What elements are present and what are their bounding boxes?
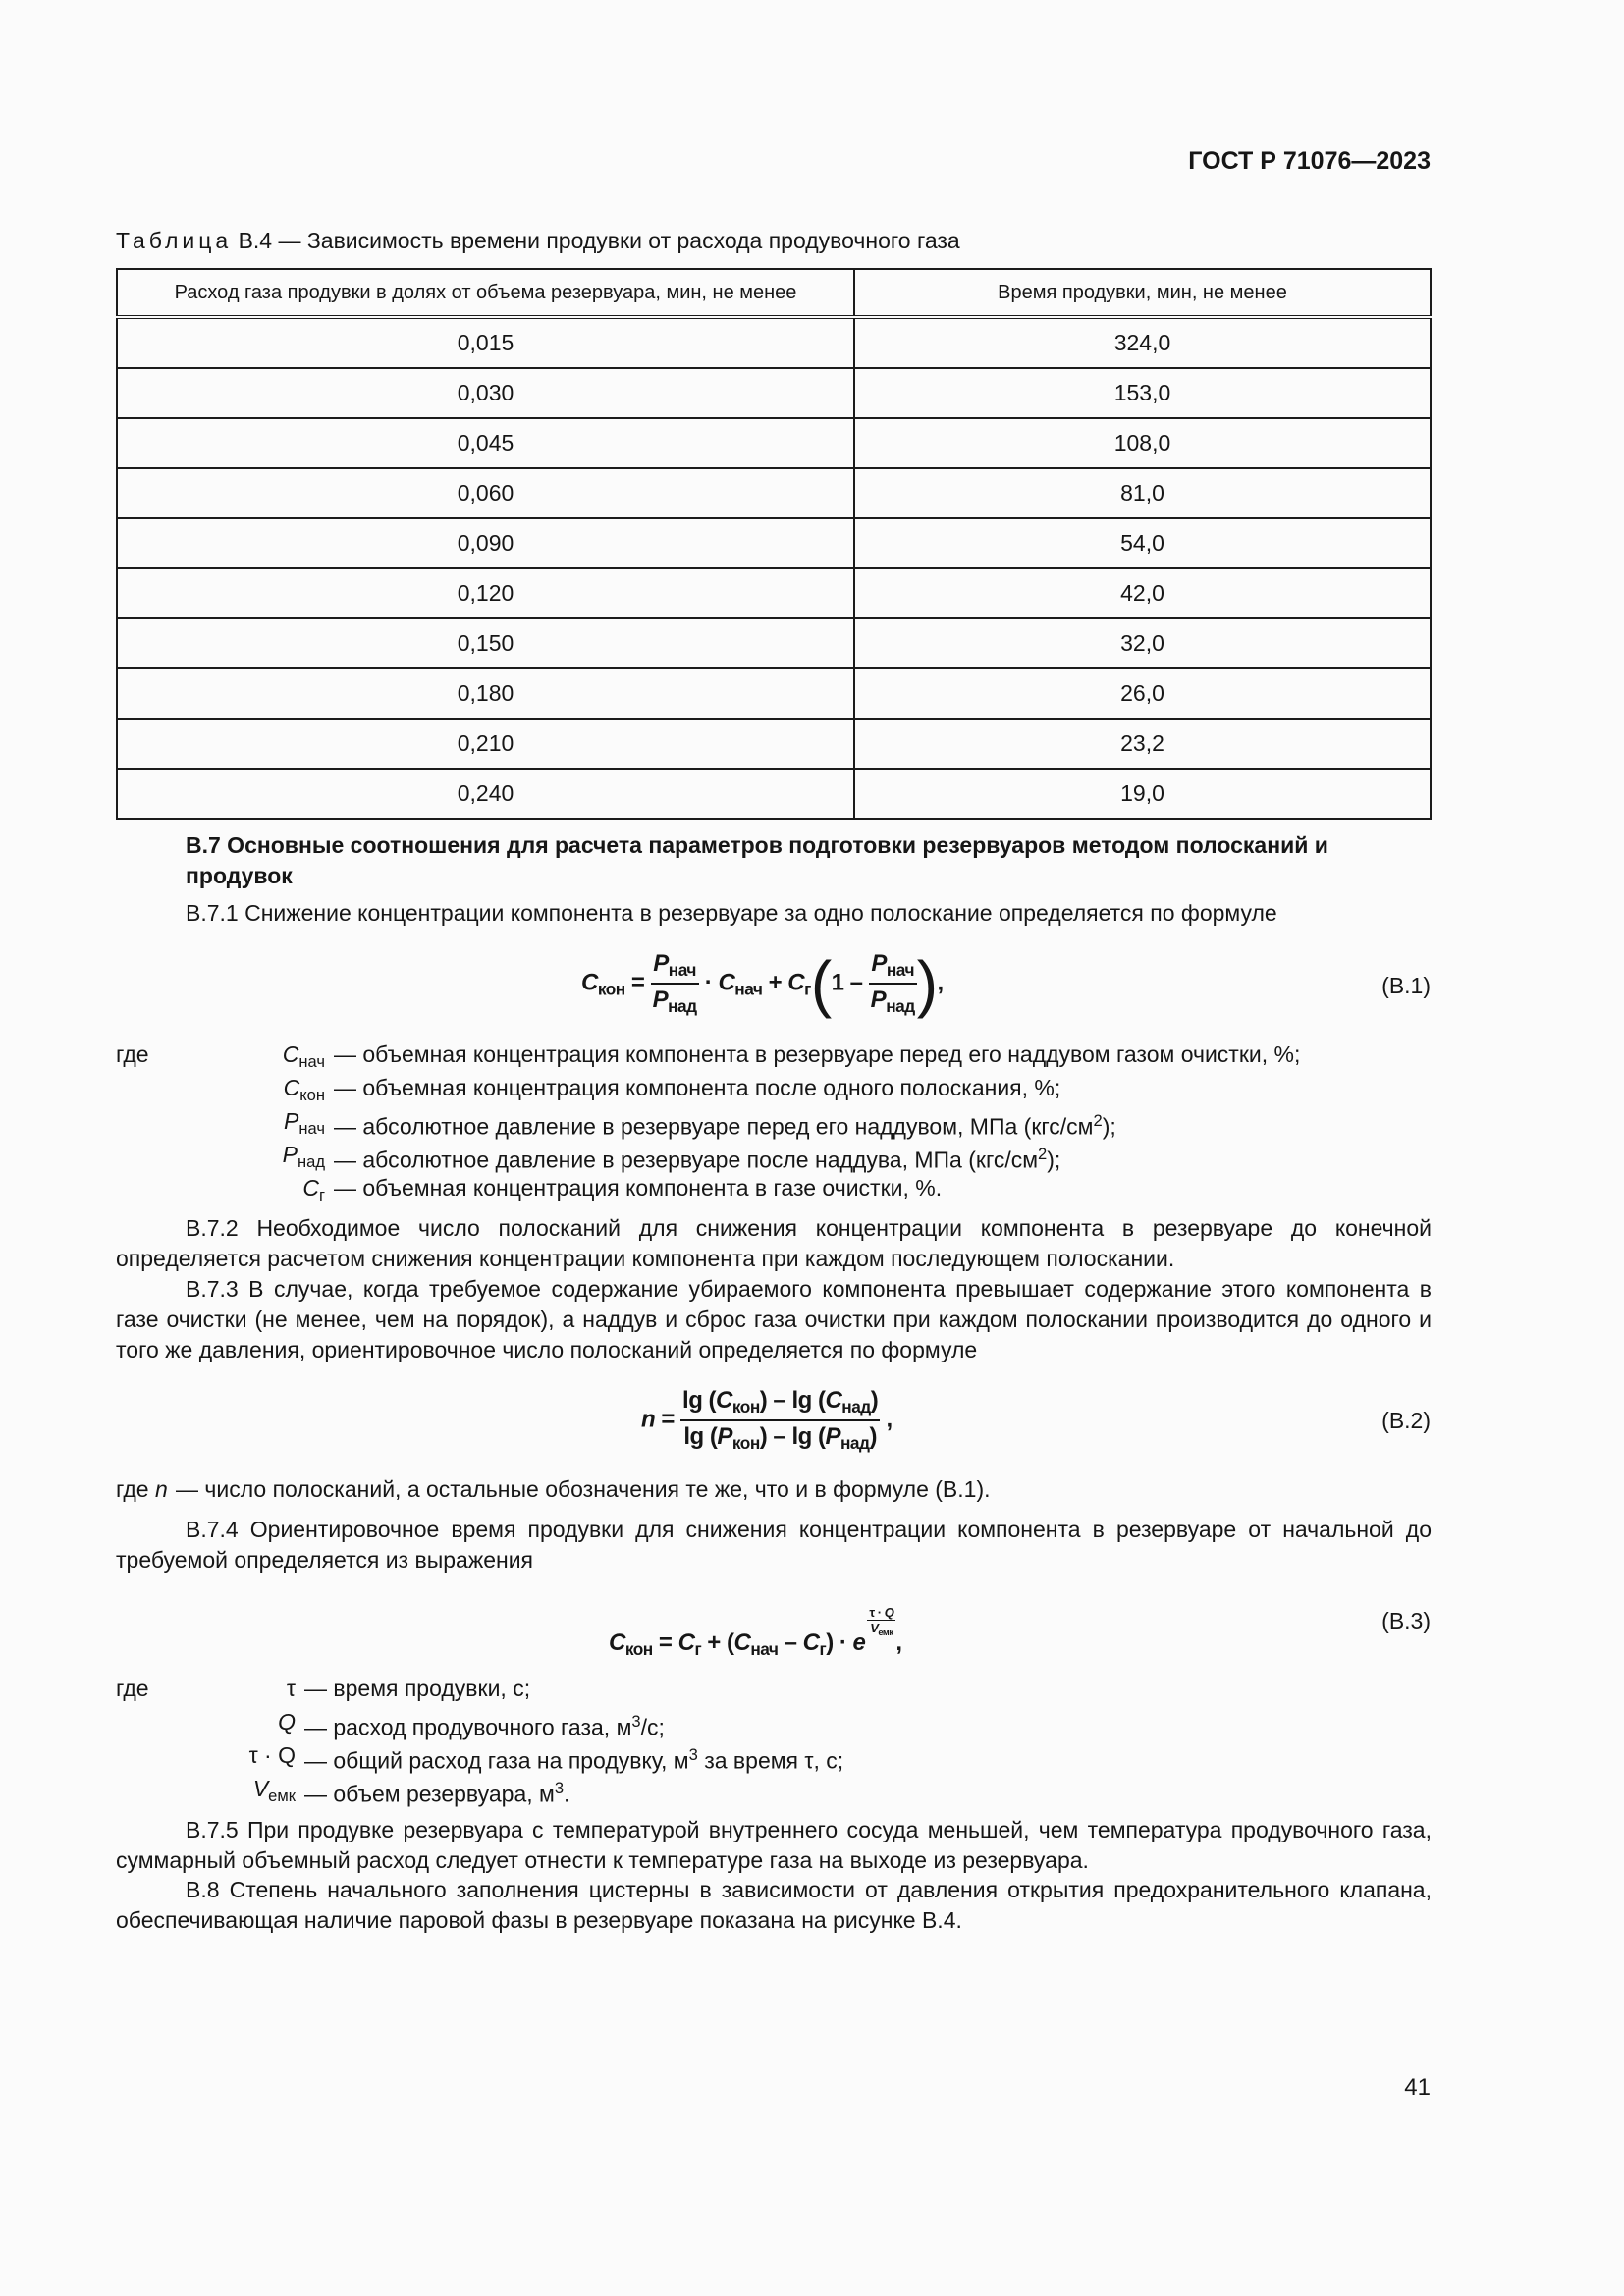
table-cell: 0,060: [117, 468, 854, 518]
table-cell: 26,0: [854, 668, 1431, 719]
paragraph-b73: В.7.3 В случае, когда требуемое содержание убираемого компонента превышает содержание этого компонента в газе очистки (не менее, чем на порядок), а наддув и сброс газа очистки при каждом полоскании производится до одного и того же давления, ориентировочное число полосканий определяется по формуле: [116, 1276, 1432, 1362]
paragraph-b8: В.8 Степень начального заполнения цистерны в зависимости от давления открытия предохранительного клапана, обеспечивающая наличие паровой фазы в резервуаре показана на рисунке В.4.: [116, 1877, 1432, 1933]
equation-number-b1: (В.1): [1381, 973, 1431, 998]
table-caption-label: Таблица: [116, 228, 233, 253]
table-cell: 0,180: [117, 668, 854, 719]
definition-row: [116, 1104, 1432, 1138]
definition-text: — число полосканий, а остальные обозначения те же, что и в формуле (В.1).: [176, 1476, 991, 1502]
definition-symbol: τ · Q: [248, 1742, 296, 1768]
table-row: [117, 518, 1431, 568]
definition-symbol: $C_{нач}$: [282, 1041, 325, 1071]
section-title-b7: В.7 Основные соотношения для расчета параметров подготовки резервуаров методом полосканий и продувок: [186, 832, 1328, 888]
paragraph-b75: В.7.5 При продувке резервуара с температурой внутреннего сосуда меньшей, чем температура продувочного газа, суммарный объемный расход следует отнести к температуре газа на выходе из резервуара.: [116, 1817, 1432, 1873]
definition-row: [116, 1672, 1432, 1705]
definition-symbol: τ: [286, 1676, 296, 1701]
equation-number-b2: (В.2): [1381, 1408, 1431, 1433]
definition-row: [116, 1038, 1432, 1071]
definition-text: — объем резервуара, $м^3$.: [304, 1779, 570, 1807]
definition-symbol: $C_{кон}$: [283, 1075, 325, 1104]
column-header-flow: Расход газа продувки в долях от объема резервуара, мин, не менее: [117, 269, 854, 317]
table-cell: 32,0: [854, 618, 1431, 668]
table-cell: 0,120: [117, 568, 854, 618]
formula-b1: $C_{кон}$ = $\frac{P_{нач}}{P_{над}}$ · $C_{нач} + C_г(1$ – $\frac{P_{нач}}{P_{над}}$ ),: [581, 948, 944, 1020]
table-cell: 108,0: [854, 418, 1431, 468]
definition-row: [116, 1071, 1432, 1104]
table-cell: 19,0: [854, 769, 1431, 819]
definition-symbol: $V_{емк}$: [252, 1776, 296, 1805]
formula-b2: n = $\frac{\lg (C_{кон}) - \lg (C_{над})}{\lg (P_{кон}) - \lg (P_{над})}$ ,: [641, 1387, 893, 1454]
table-row: [117, 668, 1431, 719]
table-cell: 324,0: [854, 317, 1431, 368]
definition-row: [116, 1705, 1432, 1738]
table-cell: 0,210: [117, 719, 854, 769]
definition-row: [116, 1472, 1432, 1506]
table-row: [117, 468, 1431, 518]
table-cell: 153,0: [854, 368, 1431, 418]
definition-row: [116, 1738, 1432, 1772]
table-row: [117, 719, 1431, 769]
definition-symbol: n: [155, 1476, 168, 1502]
definition-text: — объемная концентрация компонента в резервуаре перед его наддувом газом очистки, %;: [334, 1041, 1301, 1067]
definition-text: — общий расход газа на продувку, $м^3$ за время τ, с;: [304, 1745, 844, 1774]
paragraph-b74: В.7.4 Ориентировочное время продувки для снижения концентрации компонента в резервуаре от начальной до требуемой определяется из выражения: [116, 1517, 1432, 1573]
definition-symbol: $P_{над}$: [282, 1142, 325, 1171]
data-table: [116, 268, 1432, 820]
table-row: [117, 618, 1431, 668]
formula-b3: $C_{кон} = C_г + (C_{нач} - C_г) \cdot e$ τ · Q $V_{емк}$ ,: [609, 1605, 902, 1660]
table-header-row: [117, 269, 1431, 317]
paragraph-b71: В.7.1 Снижение концентрации компонента в резервуаре за одно полоскание определяется по формуле: [186, 900, 1277, 926]
table-cell: 81,0: [854, 468, 1431, 518]
table-cell: 54,0: [854, 518, 1431, 568]
definition-row: [116, 1171, 1432, 1204]
definition-row: [116, 1772, 1432, 1805]
table-cell: 23,2: [854, 719, 1431, 769]
column-header-time: Время продувки, мин, не менее: [854, 269, 1431, 317]
definitions-b3: [116, 1672, 1432, 1805]
definition-text: — абсолютное давление в резервуаре после наддува, МПа $(кгс/см^2)$;: [334, 1145, 1061, 1173]
definition-prefix: где: [116, 1476, 149, 1502]
definition-prefix: где: [116, 1676, 149, 1701]
definition-b2: [116, 1472, 1432, 1506]
definition-text: — расход продувочного газа, $м^3/с$;: [304, 1712, 665, 1740]
definition-symbol: $P_{нач}$: [284, 1108, 325, 1138]
table-cell: 0,030: [117, 368, 854, 418]
table-cell: 0,150: [117, 618, 854, 668]
table-row: [117, 769, 1431, 819]
definition-prefix: где: [116, 1041, 149, 1067]
table-row: [117, 568, 1431, 618]
table-cell: 0,240: [117, 769, 854, 819]
equation-number-b3: (В.3): [1381, 1608, 1431, 1633]
page-number: 41: [1404, 2074, 1431, 2101]
table-cell: 0,045: [117, 418, 854, 468]
table-cell: 0,090: [117, 518, 854, 568]
table-cell: 42,0: [854, 568, 1431, 618]
definition-text: — абсолютное давление в резервуаре перед его наддувом, МПа $(кгс/см^2)$;: [334, 1111, 1116, 1140]
definition-text: — объемная концентрация компонента после одного полоскания, %;: [334, 1075, 1061, 1100]
table-cell: 0,015: [117, 317, 854, 368]
paragraph-b72: В.7.2 Необходимое число полосканий для снижения концентрации компонента в резервуаре до конечной определяется расчетом снижения концентрации компонента при каждом последующем полоскании.: [116, 1215, 1432, 1271]
definition-symbol: Q: [278, 1709, 296, 1735]
definition-row: [116, 1138, 1432, 1171]
table-row: [117, 317, 1431, 368]
table-caption-text: В.4 — Зависимость времени продувки от расхода продувочного газа: [238, 228, 960, 253]
table-row: [117, 368, 1431, 418]
definition-symbol: $C_г$: [302, 1175, 325, 1204]
definitions-b1: [116, 1038, 1432, 1204]
definition-text: — объемная концентрация компонента в газе очистки, %.: [334, 1175, 943, 1201]
table-caption: [116, 228, 960, 254]
definition-text: — время продувки, с;: [304, 1676, 531, 1701]
table-row: [117, 418, 1431, 468]
document-id: ГОСТ Р 71076—2023: [1188, 147, 1431, 175]
